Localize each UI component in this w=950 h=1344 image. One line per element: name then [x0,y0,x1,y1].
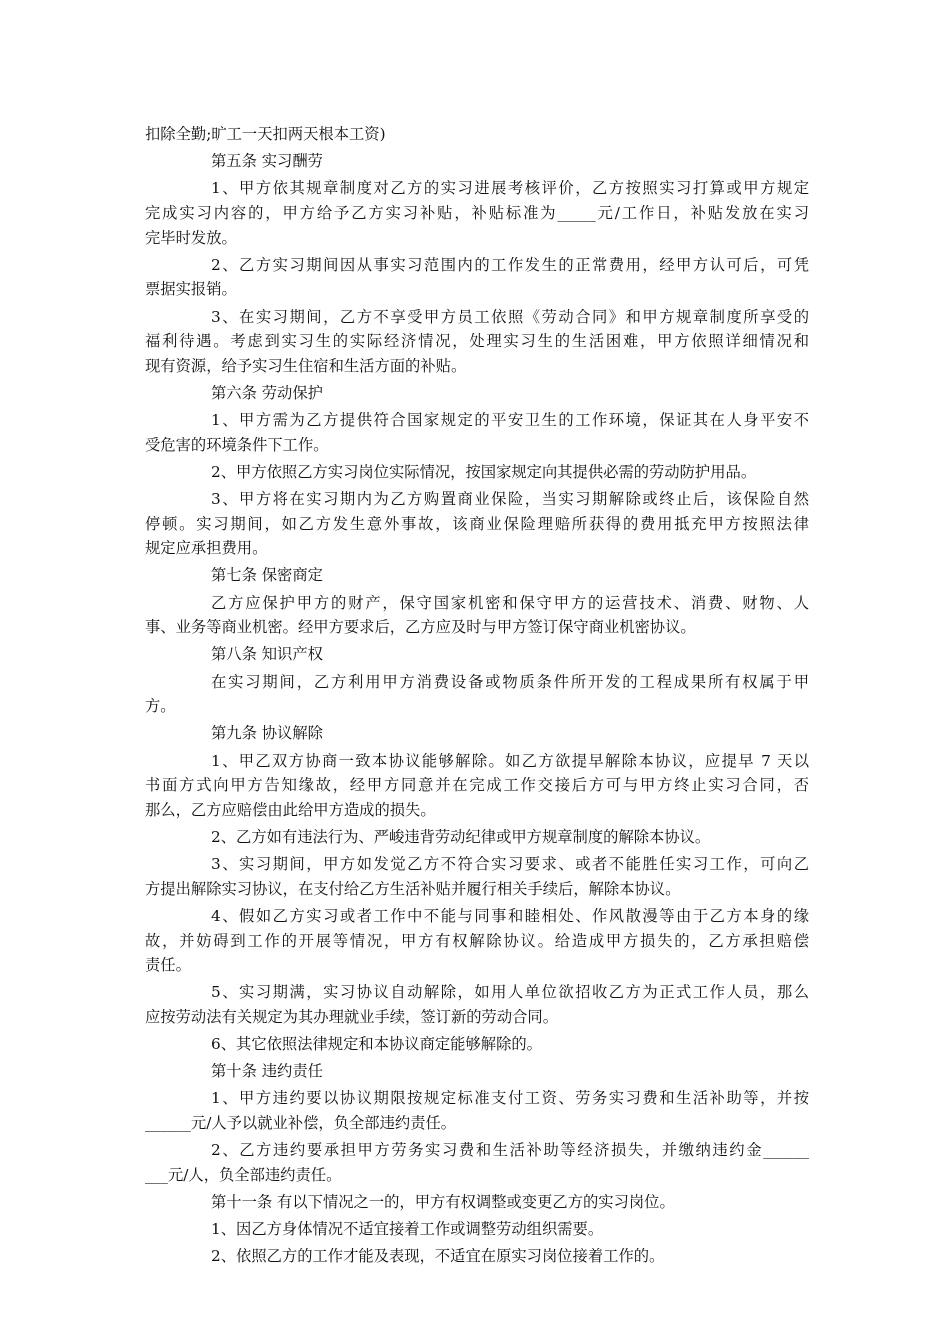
paragraph [145,122,809,147]
paragraph-line: 那么，乙方应赔偿由此给甲方造成的损失。 [145,800,436,819]
paragraph-line: 方。 [145,697,176,716]
paragraph-line: 5、实习期满，实习协议自动解除，如用人单位欲招收乙方为正式工作人员，那么 [211,983,809,1002]
paragraph-line: 2、乙方违约要承担甲方劳务实习费和生活补助等经济损失，并缴纳违约金______ [211,1141,809,1160]
heading-line: 第十一条 有以下情况之一的，甲方有权调整或变更乙方的实习岗位。 [211,1193,675,1211]
paragraph-line: 票据实报销。 [145,280,237,299]
article-heading [145,1059,809,1084]
paragraph-line: 应按劳动法有关规定为其办理就业手续，签订新的劳动合同。 [145,1007,559,1026]
paragraph-line: 乙方应保护甲方的财产，保守国家机密和保守甲方的运营技术、消费、财物、人 [211,593,809,612]
paragraph-line: ______元/人予以就业补偿，负全部违约责任。 [145,1114,457,1133]
paragraph-line: 完毕时发放。 [145,228,237,247]
heading-line: 第六条 劳动保护 [211,383,323,402]
paragraph [145,852,809,901]
paragraph-line: 3、甲方将在实习期内为乙方购置商业保险，当实习期解除或终止后，该保险自然 [211,490,809,509]
paragraph [145,460,809,485]
paragraph-line: ___元/人，负全部违约责任。 [145,1165,342,1184]
heading-line: 第九条 协议解除 [211,724,323,743]
paragraph-line: 3、实习期间，甲方如发觉乙方不符合实习要求、或者不能胜任实习工作，可向乙 [211,855,809,874]
paragraph [145,305,809,379]
paragraph [145,176,809,250]
paragraph [145,749,809,823]
paragraph-line: 3、在实习期间，乙方不享受甲方员工依照《劳动合同》和甲方规章制度所享受的 [211,307,809,326]
paragraph [145,1086,809,1135]
paragraph [145,980,809,1029]
paragraph-line: 6、其它依照法律规定和本协议商定能够解除的。 [211,1035,542,1054]
paragraph-line: 受危害的环境条件下工作。 [145,435,329,454]
paragraph-line: 现有资源，给予实习生住宿和生活方面的补贴。 [145,356,467,375]
paragraph-line: 2、乙方实习期间因从事实习范围内的工作发生的正常费用，经甲方认可后，可凭 [211,255,809,274]
paragraph-line: 1、甲乙双方协商一致本协议能够解除。如乙方欲提早解除本协议，应提早 7 天以 [211,751,809,770]
heading-line: 第五条 实习酬劳 [211,152,323,171]
heading-line: 第八条 知识产权 [211,645,323,664]
paragraph-line: 扣除全勤;旷工一天扣两天根本工资) [145,125,386,143]
paragraph-line: 故，并妨碍到工作的开展等情况，甲方有权解除协议。给造成甲方损失的，乙方承担赔偿 [145,931,809,950]
paragraph [145,904,809,978]
paragraph [145,1244,809,1269]
paragraph [145,408,809,457]
paragraph-line: 在实习期间，乙方利用甲方消费设备或物质条件所开发的工程成果所有权属于甲 [211,672,809,691]
paragraph [145,1032,809,1057]
paragraph-line: 停顿。实习期间，如乙方发生意外事故，该商业保险理赔所获得的费用抵充甲方按照法律 [145,514,809,533]
paragraph-line: 完成实习内容的，甲方给予乙方实习补贴，补贴标准为_____元/工作日，补贴发放在实习 [145,203,809,222]
paragraph-line: 1、甲方违约要以协议期限按规定标准支付工资、劳务实习费和生活补助等，并按 [211,1089,809,1108]
paragraph-line: 2、依照乙方的工作才能及表现，不适宜在原实习岗位接着工作的。 [211,1247,665,1266]
heading-line: 第十条 违约责任 [211,1062,323,1081]
article-heading [145,642,809,667]
paragraph-line: 事、业务等商业机密。经甲方要求后，乙方应及时与甲方签订保守商业机密协议。 [145,618,696,637]
paragraph-line: 方提出解除实习协议，在支付给乙方生活补贴并履行相关手续后，解除本协议。 [145,879,681,898]
paragraph [145,1217,809,1242]
article-heading [145,1190,809,1215]
paragraph [145,1138,809,1187]
paragraph [145,825,809,850]
paragraph-line: 福利待遇。考虑到实习生的实际经济情况，处理实习生的生活困难，甲方依照详细情况和 [145,332,809,351]
article-heading [145,381,809,406]
paragraph [145,670,809,719]
paragraph-line: 书面方式向甲方告知缘故，经甲方同意并在完成工作交接后方可与甲方终止实习合同，否 [145,776,809,795]
paragraph-line: 1、因乙方身体情况不适宜接着工作或调整劳动组织需要。 [211,1220,604,1239]
paragraph-line: 2、甲方依照乙方实习岗位实际情况，按国家规定向其提供必需的劳动防护用品。 [211,462,757,481]
paragraph [145,487,809,561]
paragraph [145,253,809,302]
paragraph-line: 4、假如乙方实习或者工作中不能与同事和睦相处、作风散漫等由于乙方本身的缘 [211,906,809,925]
article-heading [145,721,809,746]
paragraph-line: 责任。 [145,956,191,975]
paragraph-line: 1、甲方依其规章制度对乙方的实习进展考核评价，乙方按照实习打算或甲方规定 [211,179,809,198]
paragraph-line: 2、乙方如有违法行为、严峻违背劳动纪律或甲方规章制度的解除本协议。 [211,827,711,846]
document-body [145,122,809,1272]
article-heading [145,563,809,588]
article-heading [145,149,809,174]
paragraph-gap [145,1269,809,1272]
paragraph-line: 1、甲方需为乙方提供符合国家规定的平安卫生的工作环境，保证其在人身平安不 [211,411,809,430]
heading-line: 第七条 保密商定 [211,566,323,585]
paragraph [145,591,809,640]
paragraph-line: 规定应承担费用。 [145,539,268,558]
